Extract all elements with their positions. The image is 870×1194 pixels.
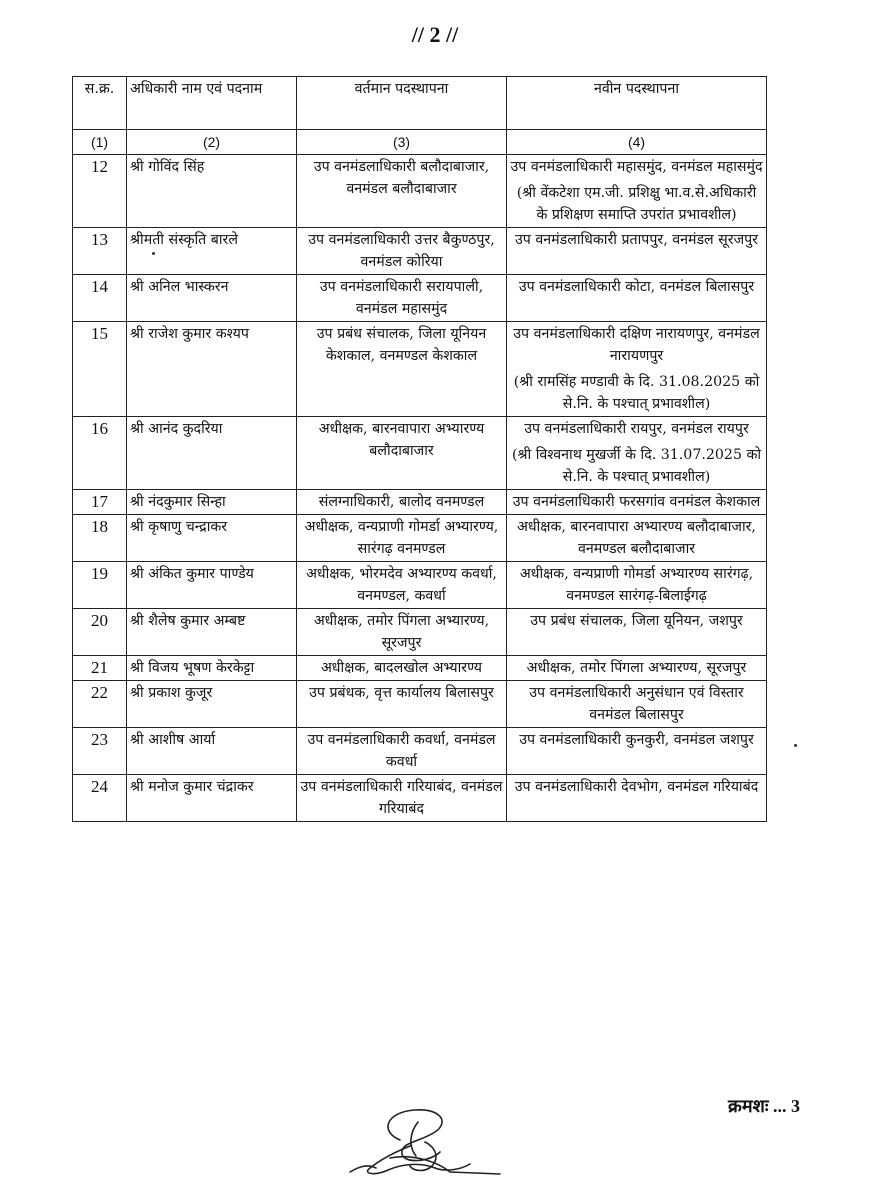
serial-number: 14: [73, 275, 127, 322]
new-posting-cell: [507, 322, 767, 417]
signature: [340, 1102, 510, 1182]
table-row: [73, 775, 767, 822]
officer-name: श्री नंदकुमार सिन्हा: [127, 490, 297, 515]
column-number: (4): [507, 130, 767, 155]
table-header-row: [73, 77, 767, 130]
table-row: [73, 322, 767, 417]
transfer-table: [72, 76, 767, 822]
new-posting: उप वनमंडलाधिकारी कोटा, वनमंडल बिलासपुर: [518, 279, 755, 295]
column-number: (2): [127, 130, 297, 155]
new-posting: उप वनमंडलाधिकारी महासमुंद, वनमंडल महासमुंद: [510, 159, 763, 175]
column-number: (3): [297, 130, 507, 155]
new-posting-cell: [507, 681, 767, 728]
current-posting: उप प्रबंधक, वृत्त कार्यालय बिलासपुर: [297, 681, 507, 728]
new-posting-cell: [507, 275, 767, 322]
table-row: [73, 681, 767, 728]
serial-number: 13: [73, 228, 127, 275]
officer-name: श्री अनिल भास्करन: [127, 275, 297, 322]
new-posting: उप वनमंडलाधिकारी अनुसंधान एवं विस्तार वनमंडल बिलासपुर: [529, 685, 744, 723]
serial-number: 22: [73, 681, 127, 728]
officer-name: श्री आशीष आर्या: [127, 728, 297, 775]
officer-name: श्री आनंद कुदरिया: [127, 417, 297, 490]
header-officer-name: अधिकारी नाम एवं पदनाम: [127, 77, 297, 130]
serial-number: 21: [73, 656, 127, 681]
column-number-row: [73, 130, 767, 155]
officer-name: श्री राजेश कुमार कश्यप: [127, 322, 297, 417]
table-row: [73, 562, 767, 609]
table-row: [73, 728, 767, 775]
current-posting: उप वनमंडलाधिकारी कवर्धा, वनमंडल कवर्धा: [297, 728, 507, 775]
serial-number: 17: [73, 490, 127, 515]
new-posting-cell: [507, 609, 767, 656]
serial-number: 16: [73, 417, 127, 490]
new-posting-cell: [507, 417, 767, 490]
new-posting-cell: [507, 728, 767, 775]
officer-name: श्री कृषाणु चन्द्राकर: [127, 515, 297, 562]
posting-remark: (श्री विश्वनाथ मुखर्जी के दि. 31.07.2025 को से.नि. के पश्चात् प्रभावशील): [511, 447, 762, 485]
current-posting: संलग्नाधिकारी, बालोद वनमण्डल: [297, 490, 507, 515]
serial-number: 18: [73, 515, 127, 562]
officer-name: श्री प्रकाश कुजूर: [127, 681, 297, 728]
new-posting-cell: [507, 775, 767, 822]
new-posting: उप वनमंडलाधिकारी फरसगांव वनमंडल केशकाल: [512, 494, 761, 510]
new-posting-cell: [507, 155, 767, 228]
current-posting: अधीक्षक, वन्यप्राणी गोमर्डा अभ्यारण्य, सारंगढ़ वनमण्डल: [297, 515, 507, 562]
serial-number: 12: [73, 155, 127, 228]
new-posting: अधीक्षक, तमोर पिंगला अभ्यारण्य, सूरजपुर: [526, 660, 747, 676]
officer-name: श्री गोविंद सिंह: [127, 155, 297, 228]
current-posting: उप वनमंडलाधिकारी बलौदाबाजार, वनमंडल बलौदाबाजार: [297, 155, 507, 228]
current-posting: अधीक्षक, बारनवापारा अभ्यारण्य बलौदाबाजार: [297, 417, 507, 490]
officer-name: श्री अंकित कुमार पाण्डेय: [127, 562, 297, 609]
current-posting: अधीक्षक, तमोर पिंगला अभ्यारण्य, सूरजपुर: [297, 609, 507, 656]
table-row: [73, 609, 767, 656]
header-new-posting: नवीन पदस्थापना: [507, 77, 767, 130]
posting-remark: (श्री रामसिंह मण्डावी के दि. 31.08.2025 को से.नि. के पश्चात् प्रभावशील): [513, 374, 760, 412]
officer-name: श्री शैलेष कुमार अम्बष्ट: [127, 609, 297, 656]
continued-note: क्रमशः ... 3: [728, 1096, 800, 1116]
new-posting: अधीक्षक, बारनवापारा अभ्यारण्य बलौदाबाजार, वनमण्डल बलौदाबाजार: [517, 519, 756, 557]
new-posting-cell: [507, 562, 767, 609]
page-number: // 2 //: [411, 22, 459, 47]
new-posting: उप वनमंडलाधिकारी रायपुर, वनमंडल रायपुर: [524, 421, 749, 437]
new-posting-cell: [507, 228, 767, 275]
officer-name: श्रीमती संस्कृति बारले: [127, 228, 297, 275]
current-posting: उप वनमंडलाधिकारी गरियाबंद, वनमंडल गरियाबंद: [297, 775, 507, 822]
serial-number: 20: [73, 609, 127, 656]
current-posting: उप वनमंडलाधिकारी उत्तर बैकुण्ठपुर, वनमंडल कोरिया: [297, 228, 507, 275]
table-row: [73, 155, 767, 228]
new-posting-cell: [507, 490, 767, 515]
new-posting-cell: [507, 656, 767, 681]
header-current-posting: वर्तमान पदस्थापना: [297, 77, 507, 130]
new-posting: उप वनमंडलाधिकारी देवभोग, वनमंडल गरियाबंद: [514, 779, 759, 795]
serial-number: 24: [73, 775, 127, 822]
new-posting: उप वनमंडलाधिकारी दक्षिण नारायणपुर, वनमंडल नारायणपुर: [513, 326, 760, 364]
new-posting: उप वनमंडलाधिकारी प्रतापपुर, वनमंडल सूरजपुर: [515, 232, 758, 248]
serial-number: 23: [73, 728, 127, 775]
current-posting: अधीक्षक, भोरमदेव अभ्यारण्य कवर्धा, वनमण्डल, कवर्धा: [297, 562, 507, 609]
new-posting: अधीक्षक, वन्यप्राणी गोमर्डा अभ्यारण्य सारंगढ़, वनमण्डल सारंगढ़-बिलाईगढ़: [519, 566, 754, 604]
column-number: (1): [73, 130, 127, 155]
table-row: [73, 515, 767, 562]
scan-speck: [794, 744, 797, 747]
current-posting: उप प्रबंध संचालक, जिला यूनियन केशकाल, वनमण्डल केशकाल: [297, 322, 507, 417]
serial-number: 19: [73, 562, 127, 609]
current-posting: अधीक्षक, बादलखोल अभ्यारण्य: [297, 656, 507, 681]
new-posting-cell: [507, 515, 767, 562]
table-row: [73, 656, 767, 681]
new-posting: उप प्रबंध संचालक, जिला यूनियन, जशपुर: [530, 613, 743, 629]
officer-name: श्री विजय भूषण केरकेट्टा: [127, 656, 297, 681]
table-row: [73, 417, 767, 490]
new-posting: उप वनमंडलाधिकारी कुनकुरी, वनमंडल जशपुर: [519, 732, 754, 748]
officer-name: श्री मनोज कुमार चंद्राकर: [127, 775, 297, 822]
table-body: [73, 155, 767, 822]
posting-remark: (श्री वेंकटेशा एम.जी. प्रशिक्षु भा.व.से.अधिकारी के प्रशिक्षण समाप्ति उपरांत प्रभावशील): [516, 185, 757, 223]
table-row: [73, 490, 767, 515]
serial-number: 15: [73, 322, 127, 417]
table-row: [73, 275, 767, 322]
table-row: [73, 228, 767, 275]
current-posting: उप वनमंडलाधिकारी सरायपाली, वनमंडल महासमुंद: [297, 275, 507, 322]
header-serial: स.क्र.: [73, 77, 127, 130]
